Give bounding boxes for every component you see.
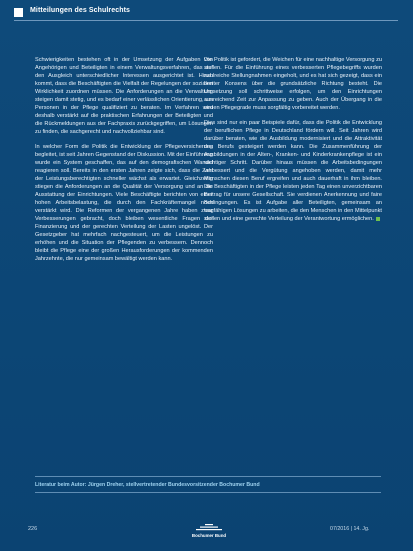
page-footer [0,520,413,550]
header-rule [14,20,398,21]
right-paragraph-2 [204,119,382,223]
page-number: 226 [28,526,38,532]
right-column [204,56,382,230]
page-header [14,7,398,19]
left-paragraph-1: Schwierigkeiten bestehen oft in der Umsetzung der Aufgaben von Angehörigen und Beteiligten in einem Verwaltungsverfahren, das auf den Ausgleich unterschiedlicher Interessen ausgerichtet ist. Hinzu kommt, dass die Beschäftigten die Vielfalt der Regelungen der sozialen Wirklichkeit zuordnen müssen. Die Anforderungen an die Verwaltung steigen damit stetig, und es bedarf einer verlässlichen Orientierung, um Personen in der Pflege qualifiziert zu beraten. Im Verfahren wird deshalb verstärkt auf die praktischen Erfahrungen der Beteiligten und die Rückmeldungen aus der Fachpraxis zurückgegriffen, um Lösungen zu finden, die sachgerecht und nachvollziehbar sind. [35,57,213,135]
logo-text: Bochumer Bund [191,533,227,538]
end-square-icon [376,217,380,221]
footnote: Literatur beim Autor: Jürgen Dreher, stellvertretender Bundesvorsitzender Bochumer Bund [35,482,260,488]
right-paragraph-2-text: Dies sind nur ein paar Beispiele dafür, dass die Politik die Entwicklung der beruflichen Pflege in Deutschland fördern will. Seit Jahren wird darüber beraten, wie die Ausbildung modernisiert und die Attraktivität des Berufs gesteigert werden kann. Die Zusammenführung der Ausbildungen in der Alten-, Kranken- und Kinderkrankenpflege ist ein wichtiger Schritt. Darüber hinaus müssen die Arbeitsbedingungen verbessert und die Vergütung angehoben werden, damit mehr Menschen diesen Beruf ergreifen und auch dauerhaft in ihm bleiben. Die Beschäftigten in der Pflege leisten jeden Tag einen unverzichtbaren Beitrag für unsere Gesellschaft. Sie verdienen Anerkennung und faire Bedingungen. Es ist Aufgabe aller Beteiligten, gemeinsam an tragfähigen Lösungen zu arbeiten, die den Menschen in den Mittelpunkt stellen und eine gerechte Verteilung der Verantwortung ermöglichen. [204,120,382,222]
header-title: Mitteilungen des Schulrechts [30,7,131,14]
left-paragraph-2: In welcher Form die Politik die Entwicklung der Pflegeversicherung begleitet, ist seit Jahren Gegenstand der Diskussion. Mit der Einführung wurde ein System geschaffen, das auf den demografischen Wandel reagieren soll. Bereits in den ersten Jahren zeigte sich, dass die Zahl der Leistungsberechtigten schneller wächst als erwartet. Gleichzeitig stiegen die Anforderungen an die Qualität der Versorgung und an die Ausstattung der Einrichtungen. Viele Beschäftigte berichten von einer hohen Arbeitsbelastung, die durch den Fachkräftemangel noch verstärkt wird. Die Reformen der vergangenen Jahre haben zwar Verbesserungen gebracht, doch bleiben wesentliche Fragen der Finanzierung und der gerechten Verteilung der Lasten ungelöst. Der Gesetzgeber hat mehrfach nachgesteuert, um die Leistungen zu erhöhen und die Situation der Pflegenden zu verbessern. Dennoch bleibt die Pflege eine der großen Herausforderungen der kommenden Jahrzehnte, die nur gemeinsam bewältigt werden kann. [35,144,213,262]
header-square-icon [14,8,23,17]
footnote-rule-bottom [35,492,381,493]
logo [190,522,228,540]
right-paragraph-1: Die Politik ist gefordert, die Weichen für eine nachhaltige Versorgung zu stellen. Für die Einführung eines verbesserten Pflegebegriffs wurden zahlreiche Stellungnahmen eingeholt, und es hat sich gezeigt, dass ein breiter Konsens über die grundsätzliche Richtung besteht. Die Umsetzung soll schrittweise erfolgen, um den Einrichtungen ausreichend Zeit zur Anpassung zu geben. Auch der Übergang in die neuen Pflegegrade muss sorgfältig vorbereitet werden. [204,57,382,111]
logo-icon [196,524,222,532]
issue-info: 07/2016 | 14. Jg. [330,526,370,532]
footnote-rule-top [35,476,381,477]
left-column [35,56,213,270]
